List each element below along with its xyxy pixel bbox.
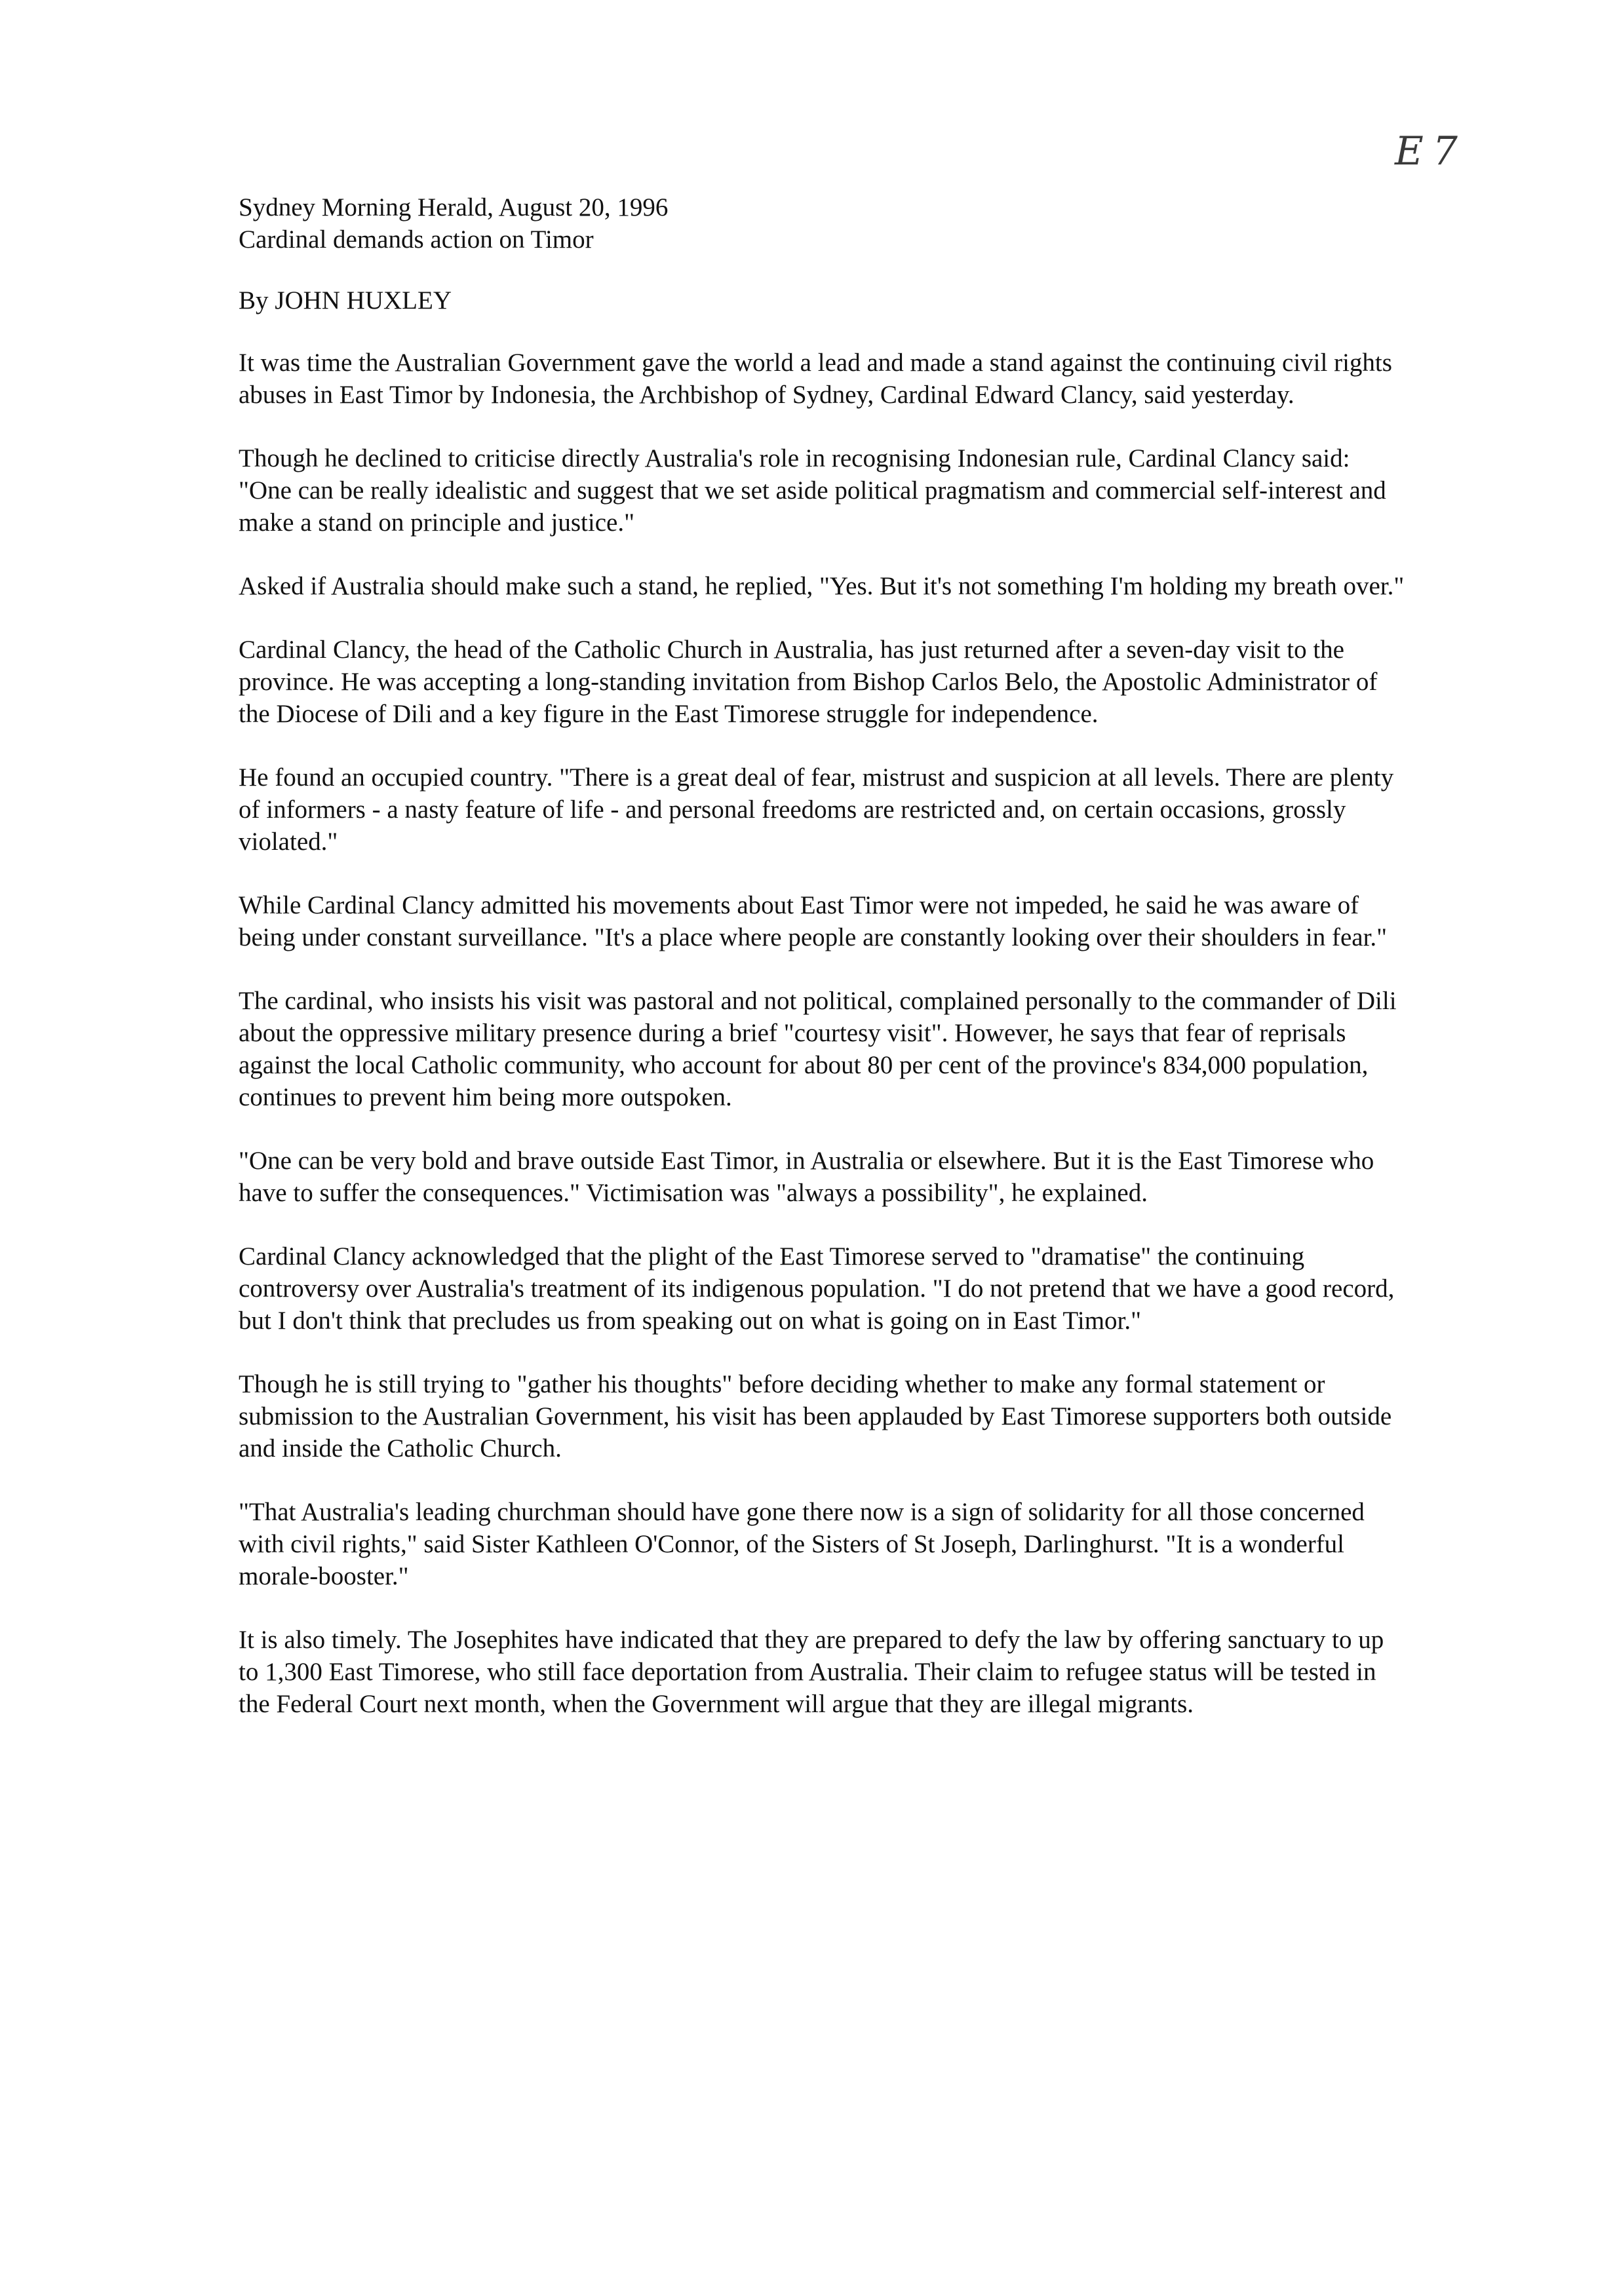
headline: Cardinal demands action on Timor (239, 225, 594, 254)
article-header (239, 191, 1405, 256)
paragraph: Cardinal Clancy acknowledged that the plight of the East Timorese served to "dramatise" the continuing controversy over Australia's treatment of its indigenous population. "I do not pretend that we have a good record, but I don't think that precludes us from speaking out on what is going on in East Timor." (239, 1242, 1395, 1335)
article-content (239, 191, 1405, 1751)
paragraph: While Cardinal Clancy admitted his movements about East Timor were not impeded, he said he was aware of being under constant surveillance. "It's a place where people are constantly looking over their shoulders in fear." (239, 891, 1388, 951)
article-body (239, 347, 1405, 1720)
paragraph: "One can be very bold and brave outside East Timor, in Australia or elsewhere. But it is the East Timorese who have to suffer the consequences." Victimisation was "always a possibility", he explained. (239, 1147, 1374, 1207)
paragraph: He found an occupied country. "There is a great deal of fear, mistrust and suspicion at all levels. There are plenty of informers - a nasty feature of life - and personal freedoms are restricted and, on certain occasions, grossly violated." (239, 763, 1394, 856)
paragraph: The cardinal, who insists his visit was pastoral and not political, complained personally to the commander of Dili about the oppressive military presence during a brief "courtesy visit". However, he says that fear of reprisals against the local Catholic community, who account for about 80 per cent of the province's 834,000 population, continues to prevent him being more outspoken. (239, 987, 1397, 1111)
paragraph: Cardinal Clancy, the head of the Catholic Church in Australia, has just returned after a seven-day visit to the province. He was accepting a long-standing invitation from Bishop Carlos Belo, the Apostolic Administrator of the Diocese of Dili and a key figure in the East Timorese struggle for independence. (239, 636, 1378, 728)
paragraph: It was time the Australian Government gave the world a lead and made a stand against the continuing civil rights abuses in East Timor by Indonesia, the Archbishop of Sydney, Cardinal Edward Clancy, said yesterday. (239, 349, 1392, 409)
paragraph: "That Australia's leading churchman should have gone there now is a sign of solidarity for all those concerned with civil rights," said Sister Kathleen O'Connor, of the Sisters of St Joseph, Darlinghurst. "It is a wonderful morale-booster." (239, 1498, 1365, 1590)
handwritten-annotation: E7 (1395, 128, 1467, 174)
byline: By JOHN HUXLEY (239, 286, 452, 315)
paragraph: It is also timely. The Josephites have indicated that they are prepared to defy the law by offering sanctuary to up to 1,300 East Timorese, who still face deportation from Australia. Their claim to refugee status will be tested in the Federal Court next month, when the Government will argue that they are illegal migrants. (239, 1626, 1384, 1718)
paragraph: Though he declined to criticise directly Australia's role in recognising Indonesian rule, Cardinal Clancy said: "One can be really idealistic and suggest that we set aside political pragmatism and commercial self-interest and make a stand on principle and justice." (239, 444, 1386, 537)
paragraph: Though he is still trying to "gather his thoughts" before deciding whether to make any formal statement or submission to the Australian Government, his visit has been applauded by East Timorese supporters both outside and inside the Catholic Church. (239, 1370, 1392, 1463)
source-line: Sydney Morning Herald, August 20, 1996 (239, 193, 669, 221)
paragraph: Asked if Australia should make such a stand, he replied, "Yes. But it's not something I'm holding my breath over." (239, 572, 1405, 600)
